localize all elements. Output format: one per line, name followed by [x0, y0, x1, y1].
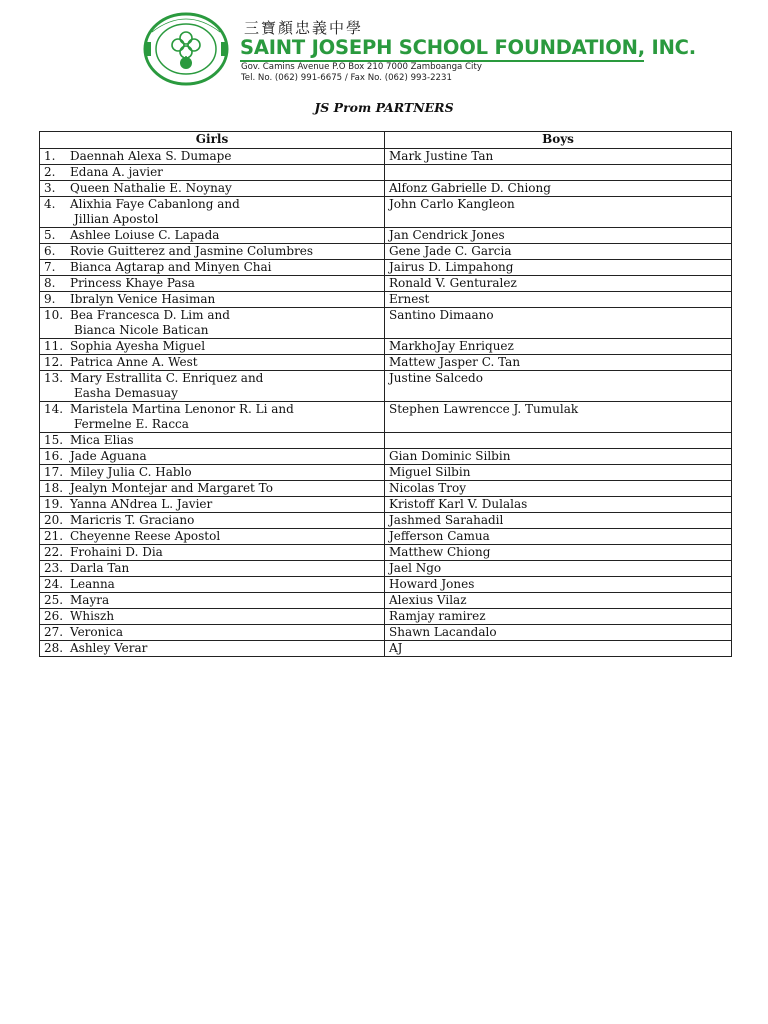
- boy-name: Howard Jones: [389, 577, 475, 591]
- boy-cell: [385, 641, 732, 657]
- girl-name: Rovie Guitterez and Jasmine Columbres: [70, 244, 314, 258]
- girl-cell: [40, 497, 385, 513]
- table-row: [40, 529, 732, 545]
- row-number: 3.: [44, 181, 56, 195]
- row-number: 18.: [44, 481, 64, 495]
- boy-cell: [385, 593, 732, 609]
- table-row: [40, 402, 732, 433]
- boy-cell: [385, 545, 732, 561]
- girl-cell: [40, 561, 385, 577]
- table-row: [40, 244, 732, 260]
- boy-cell: [385, 577, 732, 593]
- girl-name: Sophia Ayesha Miguel: [70, 339, 206, 353]
- boy-name: MarkhoJay Enriquez: [389, 339, 514, 353]
- partners-table: [39, 131, 732, 657]
- table-row: [40, 165, 732, 181]
- boy-cell: [385, 228, 732, 244]
- girl-name: Mary Estrallita C. Enriquez and: [70, 371, 264, 385]
- boy-name: Jael Ngo: [389, 561, 442, 575]
- chinese-school-name: 三寶顏忠義中學: [244, 19, 364, 37]
- table-row: [40, 593, 732, 609]
- girl-cell: [40, 339, 385, 355]
- row-number: 21.: [44, 529, 64, 543]
- girl-name: Whiszh: [70, 609, 115, 623]
- girl-cell: [40, 260, 385, 276]
- table-row: [40, 577, 732, 593]
- boy-cell: [385, 276, 732, 292]
- girl-name: Ashley Verar: [70, 641, 148, 655]
- row-number: 25.: [44, 593, 64, 607]
- girl-name: Queen Nathalie E. Noynay: [70, 181, 232, 195]
- boy-name: Ronald V. Genturalez: [389, 276, 517, 290]
- boy-cell: [385, 244, 732, 260]
- girl-name-continued: Fermelne E. Racca: [74, 417, 189, 431]
- row-number: 14.: [44, 402, 64, 416]
- table-header-row: [40, 132, 732, 149]
- table-row: [40, 339, 732, 355]
- girl-cell: [40, 402, 385, 433]
- girl-cell: [40, 593, 385, 609]
- table-row: [40, 465, 732, 481]
- girl-cell: [40, 609, 385, 625]
- boy-cell: [385, 165, 732, 181]
- boy-cell: [385, 625, 732, 641]
- girl-cell: [40, 228, 385, 244]
- girl-name: Edana A. javier: [70, 165, 163, 179]
- letterhead: [140, 12, 697, 92]
- girl-name: Miley Julia C. Hablo: [70, 465, 192, 479]
- boy-cell: [385, 609, 732, 625]
- boy-cell: [385, 561, 732, 577]
- boy-cell: [385, 529, 732, 545]
- girl-name: Mica Elias: [70, 433, 134, 447]
- row-number: 8.: [44, 276, 56, 290]
- boy-name: Mattew Jasper C. Tan: [389, 355, 521, 369]
- boy-cell: [385, 197, 732, 228]
- row-number: 16.: [44, 449, 64, 463]
- boy-cell: [385, 481, 732, 497]
- table-row: [40, 228, 732, 244]
- girl-cell: [40, 577, 385, 593]
- girl-cell: [40, 449, 385, 465]
- table-row: [40, 449, 732, 465]
- row-number: 28.: [44, 641, 64, 655]
- girl-name: Bea Francesca D. Lim and: [70, 308, 230, 322]
- boy-name: John Carlo Kangleon: [389, 197, 515, 211]
- boy-name: Shawn Lacandalo: [389, 625, 497, 639]
- boy-cell: [385, 181, 732, 197]
- boy-name: Stephen Lawrencce J. Tumulak: [389, 402, 579, 416]
- row-number: 5.: [44, 228, 56, 242]
- girl-name: Darla Tan: [70, 561, 130, 575]
- row-number: 23.: [44, 561, 64, 575]
- boy-cell: [385, 339, 732, 355]
- table-row: [40, 149, 732, 165]
- girl-name: Princess Khaye Pasa: [70, 276, 195, 290]
- girl-cell: [40, 276, 385, 292]
- girl-name: Mayra: [70, 593, 110, 607]
- boy-name: Gene Jade C. Garcia: [389, 244, 512, 258]
- girl-name: Veronica: [70, 625, 124, 639]
- row-number: 2.: [44, 165, 56, 179]
- girl-name: Jade Aguana: [70, 449, 147, 463]
- boy-cell: [385, 292, 732, 308]
- table-row: [40, 561, 732, 577]
- boy-name: Alexius Vilaz: [389, 593, 467, 607]
- table-row: [40, 197, 732, 228]
- table-row: [40, 641, 732, 657]
- row-number: 9.: [44, 292, 56, 306]
- school-address: Gov. Camins Avenue P.O Box 210 7000 Zamboanga City: [241, 62, 482, 72]
- school-contact: Tel. No. (062) 991-6675 / Fax No. (062) 993-2231: [241, 73, 452, 83]
- boy-name: Jefferson Camua: [389, 529, 490, 543]
- girl-cell: [40, 433, 385, 449]
- boy-name: Ramjay ramirez: [389, 609, 486, 623]
- row-number: 6.: [44, 244, 56, 258]
- table-row: [40, 513, 732, 529]
- table-row: [40, 609, 732, 625]
- boy-name: Jashmed Sarahadil: [389, 513, 504, 527]
- boy-name: Justine Salcedo: [389, 371, 483, 385]
- girl-cell: [40, 244, 385, 260]
- boy-cell: [385, 497, 732, 513]
- table-row: [40, 545, 732, 561]
- girl-name: Ashlee Loiuse C. Lapada: [70, 228, 220, 242]
- girl-cell: [40, 292, 385, 308]
- row-number: 4.: [44, 197, 56, 211]
- girl-name: Ibralyn Venice Hasiman: [70, 292, 216, 306]
- boy-cell: [385, 433, 732, 449]
- girl-name: Cheyenne Reese Apostol: [70, 529, 221, 543]
- row-number: 17.: [44, 465, 64, 479]
- boy-name: Kristoff Karl V. Dulalas: [389, 497, 528, 511]
- school-seal-logo: [142, 12, 230, 86]
- girl-name-continued: Easha Demasuay: [74, 386, 178, 400]
- girl-name: Patrica Anne A. West: [70, 355, 198, 369]
- girl-cell: [40, 625, 385, 641]
- girl-cell: [40, 308, 385, 339]
- row-number: 12.: [44, 355, 64, 369]
- girls-column-header: Girls: [40, 132, 385, 149]
- girl-name: Maricris T. Graciano: [70, 513, 195, 527]
- table-row: [40, 481, 732, 497]
- boy-cell: [385, 308, 732, 339]
- girl-name-continued: Bianca Nicole Batican: [74, 323, 209, 337]
- table-row: [40, 433, 732, 449]
- table-body: [40, 149, 732, 657]
- row-number: 11.: [44, 339, 64, 353]
- girl-cell: [40, 165, 385, 181]
- boy-cell: [385, 371, 732, 402]
- boy-name: Mark Justine Tan: [389, 149, 494, 163]
- boy-name: Gian Dominic Silbin: [389, 449, 511, 463]
- boy-cell: [385, 402, 732, 433]
- girl-name: Jealyn Montejar and Margaret To: [70, 481, 273, 495]
- table-row: [40, 497, 732, 513]
- girl-cell: [40, 481, 385, 497]
- boy-name: Alfonz Gabrielle D. Chiong: [389, 181, 551, 195]
- boy-cell: [385, 465, 732, 481]
- boy-cell: [385, 449, 732, 465]
- row-number: 22.: [44, 545, 64, 559]
- girl-cell: [40, 149, 385, 165]
- table-row: [40, 625, 732, 641]
- girl-cell: [40, 545, 385, 561]
- boy-cell: [385, 149, 732, 165]
- boy-name: Jairus D. Limpahong: [389, 260, 514, 274]
- boy-name: Jan Cendrick Jones: [389, 228, 505, 242]
- row-number: 10.: [44, 308, 64, 322]
- table-row: [40, 371, 732, 402]
- table-row: [40, 292, 732, 308]
- boy-name: AJ: [389, 641, 403, 655]
- row-number: 15.: [44, 433, 64, 447]
- boy-name: Ernest: [389, 292, 430, 306]
- girl-cell: [40, 465, 385, 481]
- girl-cell: [40, 513, 385, 529]
- table-row: [40, 181, 732, 197]
- girl-name: Leanna: [70, 577, 115, 591]
- girl-cell: [40, 529, 385, 545]
- boy-name: Santino Dimaano: [389, 308, 494, 322]
- boy-cell: [385, 260, 732, 276]
- table-row: [40, 260, 732, 276]
- girl-name: Alixhia Faye Cabanlong and: [70, 197, 240, 211]
- row-number: 24.: [44, 577, 64, 591]
- row-number: 7.: [44, 260, 56, 274]
- boy-name: Nicolas Troy: [389, 481, 466, 495]
- table-row: [40, 276, 732, 292]
- girl-cell: [40, 197, 385, 228]
- girl-cell: [40, 371, 385, 402]
- girl-cell: [40, 355, 385, 371]
- boy-cell: [385, 355, 732, 371]
- boy-name: Miguel Silbin: [389, 465, 471, 479]
- document-title: JS Prom PARTNERS: [314, 100, 454, 115]
- girl-name: Maristela Martina Lenonor R. Li and: [70, 402, 294, 416]
- row-number: 20.: [44, 513, 64, 527]
- school-name: SAINT JOSEPH SCHOOL FOUNDATION, INC.: [240, 36, 697, 59]
- row-number: 27.: [44, 625, 64, 639]
- girl-name-continued: Jillian Apostol: [74, 212, 159, 226]
- girl-cell: [40, 641, 385, 657]
- table-row: [40, 308, 732, 339]
- boy-name: Matthew Chiong: [389, 545, 491, 559]
- boys-column-header: Boys: [385, 132, 732, 149]
- row-number: 1.: [44, 149, 56, 163]
- row-number: 13.: [44, 371, 64, 385]
- girl-name: Frohaini D. Dia: [70, 545, 163, 559]
- girl-name: Daennah Alexa S. Dumape: [70, 149, 232, 163]
- girl-cell: [40, 181, 385, 197]
- girl-name: Bianca Agtarap and Minyen Chai: [70, 260, 272, 274]
- table-row: [40, 355, 732, 371]
- row-number: 19.: [44, 497, 64, 511]
- row-number: 26.: [44, 609, 64, 623]
- boy-cell: [385, 513, 732, 529]
- girl-name: Yanna ANdrea L. Javier: [70, 497, 213, 511]
